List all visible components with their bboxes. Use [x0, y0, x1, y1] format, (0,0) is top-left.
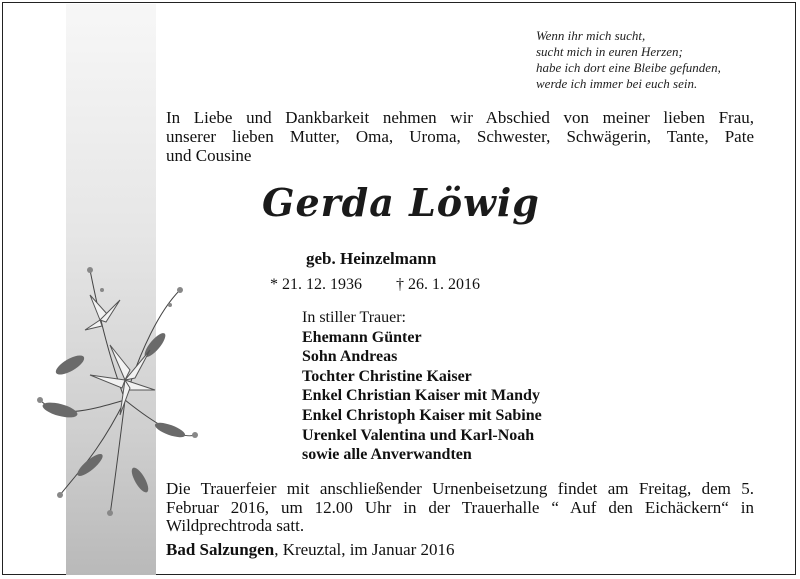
poem-line: habe ich dort eine Bleibe gefunden,	[536, 60, 721, 75]
poem	[536, 28, 776, 92]
mourners-heading: In stiller Trauer:	[302, 309, 406, 326]
funeral-line: Die Trauerfeier mit anschließender Urnenbeisetzung findet am Freitag, dem 5.	[166, 479, 754, 498]
poem-line: Wenn ihr mich sucht,	[536, 28, 646, 43]
mourner: sowie alle Anverwandten	[302, 446, 472, 464]
mourner: Urenkel Valentina und Karl-Noah	[302, 426, 535, 444]
intro-line: In Liebe und Dankbarkeit nehmen wir Abschied von meiner lieben Frau,	[166, 108, 754, 127]
funeral-line: Februar 2016, um 12.00 Uhr in der Trauerhalle “ Auf den Eichäckern“ in	[166, 497, 754, 517]
death-date: † 26. 1. 2016	[396, 276, 480, 293]
birth-date: * 21. 12. 1936	[270, 276, 362, 293]
mourner: Tochter Christine Kaiser	[302, 367, 472, 385]
mourners-list	[302, 308, 542, 465]
birth-name: geb. Heinzelmann	[306, 249, 437, 268]
intro-text	[166, 108, 754, 165]
mourner: Sohn Andreas	[302, 348, 398, 366]
intro-line: unserer lieben Mutter, Oma, Uroma, Schwester, Schwägerin, Tante, Pate	[166, 127, 754, 146]
funeral-line: Wildprechtroda satt.	[166, 516, 305, 535]
deceased-name: Gerda Löwig	[262, 180, 540, 225]
poem-line: sucht mich in euren Herzen;	[536, 44, 683, 59]
mourner: Enkel Christoph Kaiser mit Sabine	[302, 406, 542, 424]
poem-line: werde ich immer bei euch sein.	[536, 76, 698, 91]
place-date-line	[166, 540, 455, 560]
place-rest: , Kreuztal, im Januar 2016	[274, 540, 455, 559]
intro-line: und Cousine	[166, 146, 252, 165]
mourner: Ehemann Günter	[302, 328, 422, 346]
life-dates	[270, 276, 480, 294]
mourner: Enkel Christian Kaiser mit Mandy	[302, 387, 540, 405]
place-city: Bad Salzungen	[166, 540, 275, 559]
funeral-info	[166, 480, 754, 536]
